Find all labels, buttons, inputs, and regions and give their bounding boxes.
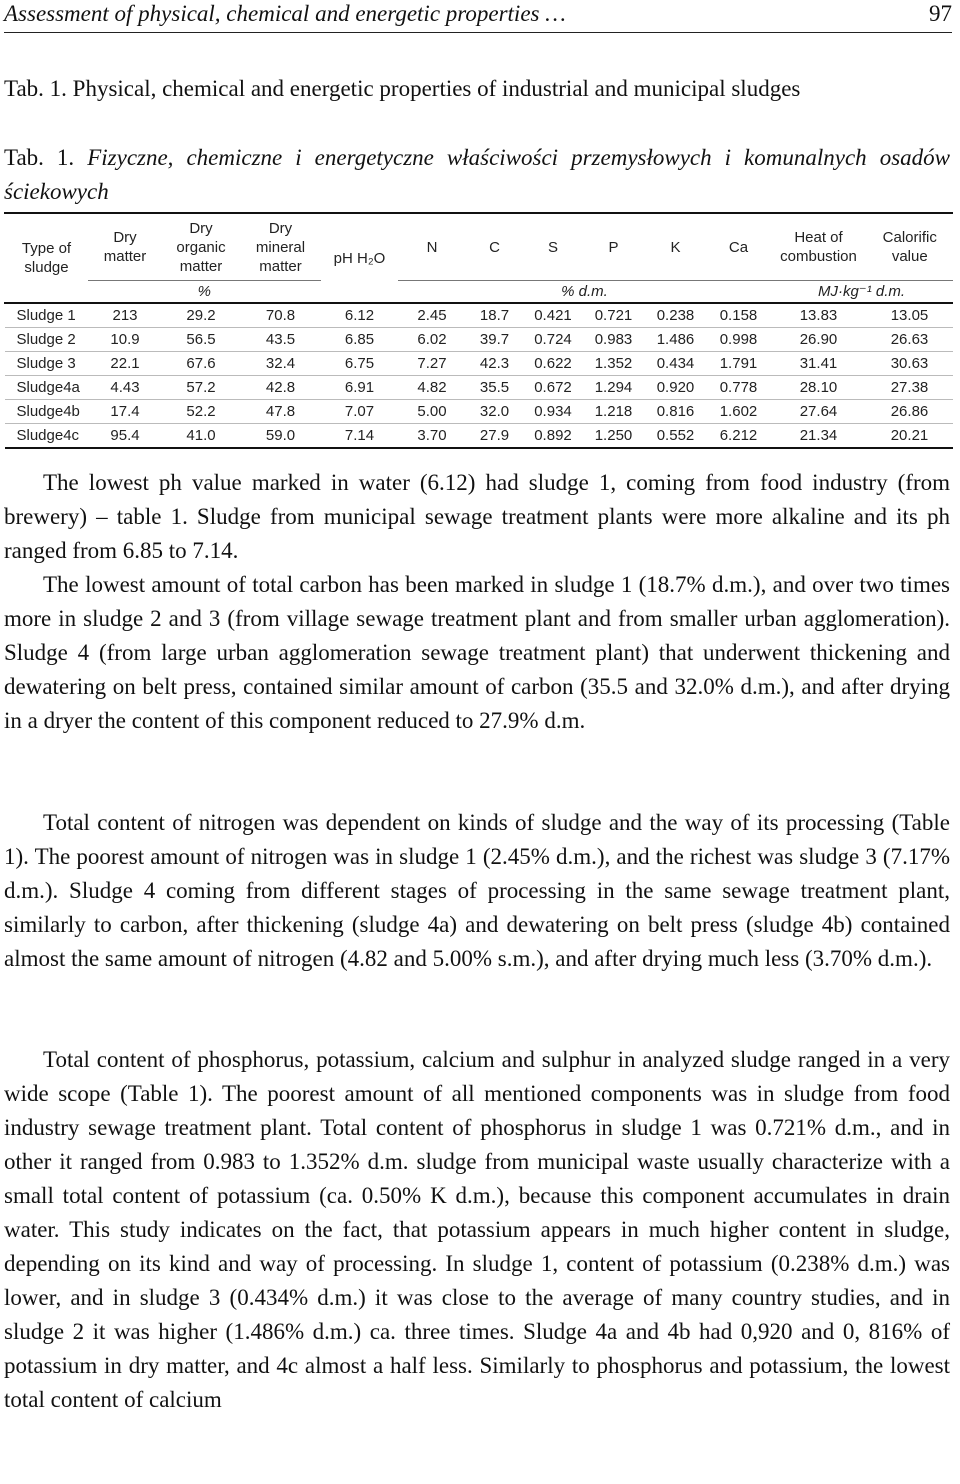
table-cell: 7.07	[321, 400, 399, 424]
table-cell: 27.64	[771, 400, 867, 424]
table-cell: 42.3	[466, 352, 524, 376]
table-cell: 95.4	[89, 424, 162, 449]
row-label: Sludge4c	[5, 424, 89, 449]
table-cell: 26.63	[867, 328, 953, 352]
table-cell: 0.998	[707, 328, 771, 352]
paragraph-carbon-text: The lowest amount of total carbon has been marked in sludge 1 (18.7% d.m.), and over two times more in sludge 2 and 3 (from village sewage treatment plant and from smaller urban agglomeration). Sludge 4 (from large urban agglomeration sewage treatment plant) that underwent thickening and dewatering on belt press, contained similar amount of carbon (35.5 and 32.0% d.m.), and after drying in a dryer the content of this component reduced to 27.9% d.m.	[4, 572, 950, 733]
header-c: C	[466, 213, 524, 281]
paragraph-minerals-text: Total content of phosphorus, potassium, calcium and sulphur in analyzed sludge ranged in a very wide scope (Table 1). The poorest amount of all mentioned components was in sludge from food industry sewage treatment plant. Total content of phosphorus in sludge 1 was 0.721% d.m., and in other it ranged from 0.983 to 1.352% d.m. sludge from municipal waste usually characterize with a small total content of potassium (ca. 0.50% K d.m.), because this component accumulates in drain water. This study indicates on the fact, that potassium appears in much higher content in sludge, depending on its kind and way of processing. In sludge 1, content of potassium (0.238% d.m.) was lower, and in sludge 3 (0.434% d.m.) it was close to the average of many country studies, and in sludge 2 it was higher (1.486% d.m.) ca. three times. Sludge 4a and 4b had 0,920 and 0, 816% of potassium in dry matter, and 4c almost a half less. Similarly to phosphorus and potassium, the lowest total content of calcium	[4, 1047, 950, 1412]
table-cell: 28.10	[771, 376, 867, 400]
table-cell: 4.82	[399, 376, 466, 400]
row-label: Sludge4a	[5, 376, 89, 400]
table-cell: 1.250	[583, 424, 645, 449]
page-number: 97	[929, 1, 952, 26]
paragraph-ph	[4, 466, 950, 568]
table-cell: 0.816	[645, 400, 707, 424]
table-caption-english: Tab. 1. Physical, chemical and energetic properties of industrial and municipal sludges	[4, 76, 801, 101]
table-row	[5, 376, 953, 400]
table-cell: 1.602	[707, 400, 771, 424]
table-cell: 56.5	[162, 328, 241, 352]
header-calorific-value: Calorific value	[867, 213, 953, 281]
table-cell: 32.0	[466, 400, 524, 424]
table-body	[5, 303, 953, 448]
table-cell: 32.4	[241, 352, 321, 376]
table-cell: 0.434	[645, 352, 707, 376]
table-cell: 0.721	[594, 307, 633, 324]
table-cell: 22.1	[89, 352, 162, 376]
paragraph-carbon	[4, 568, 950, 738]
running-header	[4, 0, 952, 33]
header-heat-of-combustion: Heat of combustion	[771, 213, 867, 281]
paragraph-nitrogen	[4, 806, 950, 976]
header-dry-matter: Dry matter	[89, 213, 162, 281]
header-ca: Ca	[707, 213, 771, 281]
table-cell: 1.218	[583, 400, 645, 424]
table-cell: 213	[112, 307, 138, 324]
table-cell: 6.212	[707, 424, 771, 449]
table-cell: 70.8	[265, 307, 296, 324]
table-caption-polish-prefix: Tab. 1.	[4, 145, 75, 170]
properties-table	[4, 212, 953, 449]
table-cell: 2.45	[417, 307, 447, 324]
table-cell: 59.0	[241, 424, 321, 449]
table-cell: 0.622	[524, 352, 583, 376]
table-cell: 26.86	[867, 400, 953, 424]
table-cell: 67.6	[162, 352, 241, 376]
table-cell: 42.8	[241, 376, 321, 400]
paragraph-ph-text: The lowest ph value marked in water (6.12) had sludge 1, coming from food industry (from brewery) – table 1. Sludge from municipal sewage treatment plants were more alkaline and its ph ranged from 6.85 to 7.14.	[4, 470, 950, 563]
unit-energy: MJ·kg⁻¹ d.m.	[771, 281, 953, 304]
table-cell: 0.238	[656, 307, 695, 324]
table-cell: 29.2	[186, 307, 216, 324]
table-cell: 30.63	[867, 352, 953, 376]
paragraph-minerals	[4, 1043, 950, 1417]
table-cell: 0.983	[583, 328, 645, 352]
table-cell: 0.672	[524, 376, 583, 400]
header-n: N	[399, 213, 466, 281]
header-s: S	[524, 213, 583, 281]
header-type-of-sludge: Type of sludge	[5, 213, 89, 303]
table-cell: 26.90	[771, 328, 867, 352]
table-cell: 57.2	[162, 376, 241, 400]
table-cell: 4.43	[89, 376, 162, 400]
table-cell: 5.00	[399, 400, 466, 424]
table-cell: 1.791	[707, 352, 771, 376]
table-cell: 1.294	[583, 376, 645, 400]
row-label: Sludge 3	[5, 352, 89, 376]
table-caption-polish	[4, 141, 950, 209]
table-cell: 6.91	[321, 376, 399, 400]
table-cell: 20.21	[867, 424, 953, 449]
unit-dm: % d.m.	[399, 281, 771, 304]
table-cell: 6.02	[399, 328, 466, 352]
table-cell: 18.7	[479, 307, 510, 324]
table-cell: 6.75	[321, 352, 399, 376]
table-caption-polish-text: Fizyczne, chemiczne i energetyczne właściwości przemysłowych i komunalnych osadów ściekowych	[4, 145, 951, 204]
table-row	[5, 352, 953, 376]
row-label: Sludge 1	[16, 307, 76, 324]
header-dry-organic-matter: Dry organic matter	[162, 213, 241, 281]
table-cell: 0.892	[524, 424, 583, 449]
table-row	[5, 400, 953, 424]
table-cell: 7.27	[399, 352, 466, 376]
unit-percent: %	[89, 281, 321, 304]
running-title: Assessment of physical, chemical and energetic properties …	[4, 1, 566, 26]
paragraph-nitrogen-text: Total content of nitrogen was dependent on kinds of sludge and the way of its processing (Table 1). The poorest amount of nitrogen was in sludge 1 (2.45% d.m.), and the richest was sludge 3 (7.17% d.m.). Sludge 4 coming from different stages of processing in the same sewage treatment plant, similarly to carbon, after thickening (sludge 4a) and dewatering on belt press (sludge 4b) contained almost the same amount of nitrogen (4.82 and 5.00% s.m.), and after drying much less (3.70% d.m.).	[4, 810, 950, 971]
table-cell: 31.41	[771, 352, 867, 376]
table-cell: 27.38	[867, 376, 953, 400]
table-cell: 0.778	[707, 376, 771, 400]
table-cell: 1.486	[645, 328, 707, 352]
table-cell: 35.5	[466, 376, 524, 400]
table-cell: 0.934	[524, 400, 583, 424]
table-cell: 0.552	[645, 424, 707, 449]
header-ph: pH H₂O	[321, 213, 399, 303]
table-cell: 10.9	[89, 328, 162, 352]
table-cell: 41.0	[162, 424, 241, 449]
table-cell: 52.2	[162, 400, 241, 424]
row-label: Sludge4b	[5, 400, 89, 424]
table-cell: 1.352	[583, 352, 645, 376]
table-cell: 6.12	[344, 307, 375, 324]
table-cell: 0.158	[719, 307, 758, 324]
table-cell: 43.5	[241, 328, 321, 352]
table-cell: 17.4	[89, 400, 162, 424]
table-cell: 7.14	[321, 424, 399, 449]
table-row	[5, 303, 953, 328]
table-cell: 6.85	[321, 328, 399, 352]
row-label: Sludge 2	[5, 328, 89, 352]
table-cell: 0.724	[524, 328, 583, 352]
table-row	[5, 328, 953, 352]
table-cell: 13.83	[799, 307, 838, 324]
header-dry-mineral-matter: Dry mineral matter	[241, 213, 321, 281]
table-cell: 39.7	[466, 328, 524, 352]
table-row	[5, 424, 953, 449]
table-cell: 47.8	[241, 400, 321, 424]
table-cell: 13.05	[890, 307, 929, 324]
table-cell: 0.920	[645, 376, 707, 400]
header-p: P	[583, 213, 645, 281]
table-cell: 0.421	[534, 307, 572, 324]
table-cell: 3.70	[399, 424, 466, 449]
table-cell: 27.9	[466, 424, 524, 449]
header-k: K	[645, 213, 707, 281]
table-cell: 21.34	[771, 424, 867, 449]
